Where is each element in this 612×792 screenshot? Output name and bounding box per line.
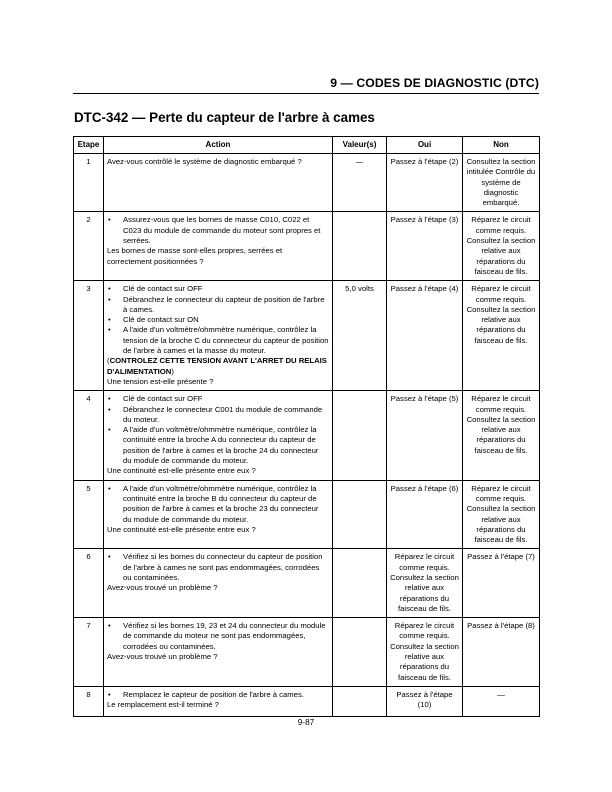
action-cell bbox=[104, 549, 333, 618]
yes-cell: Passez à l'étape (10) bbox=[387, 686, 463, 716]
value-cell bbox=[333, 480, 387, 549]
action-question: Une tension est-elle présente ? bbox=[107, 376, 214, 386]
bullet-text: Assurez-vous que les bornes de masse C010, C022 et C023 du module de commande du moteur sont propres et serrées. bbox=[123, 215, 321, 246]
table-header-row bbox=[74, 137, 540, 154]
action-bullet bbox=[107, 284, 329, 294]
bullet-glyph: • bbox=[108, 215, 111, 225]
bullet-glyph: • bbox=[108, 552, 111, 562]
yes-cell: Passez à l'étape (2) bbox=[387, 154, 463, 212]
table-row bbox=[74, 154, 540, 212]
bullet-text: Débranchez le connecteur du capteur de position de l'arbre à cames. bbox=[123, 294, 325, 314]
step-number: 6 bbox=[74, 549, 104, 618]
bullet-glyph: • bbox=[108, 689, 111, 699]
action-bullet bbox=[107, 215, 329, 246]
table-row bbox=[74, 281, 540, 391]
bullet-text: A l'aide d'un voltmètre/ohmmètre numérique, contrôlez la continuité entre la broche B du connecteur du capteur de position de l'arbre à cames et la broche 23 du connecteur du module de commande du moteur. bbox=[123, 483, 319, 524]
bullet-text: Clé de contact sur OFF bbox=[123, 284, 203, 294]
bullet-text: A l'aide d'un voltmètre/ohmmètre numérique, contrôlez la tension de la broche C du connecteur du capteur de position de l'arbre à cames et la masse du moteur. bbox=[123, 325, 329, 356]
no-cell: Passez à l'étape (7) bbox=[463, 549, 540, 618]
yes-cell: Passez à l'étape (4) bbox=[387, 281, 463, 391]
action-cell bbox=[104, 281, 333, 391]
table-row bbox=[74, 480, 540, 549]
yes-cell: Réparez le circuit comme requis. Consultez la section relative aux réparations du faisceau de fils. bbox=[387, 549, 463, 618]
header-yes: Oui bbox=[387, 137, 463, 154]
header-no: Non bbox=[463, 137, 540, 154]
action-cell bbox=[104, 212, 333, 281]
paren-close: ) bbox=[171, 366, 174, 376]
step-number: 8 bbox=[74, 686, 104, 716]
action-question: Les bornes de masse sont-elles propres, serrées et correctement positionnées ? bbox=[107, 246, 283, 266]
action-bullet bbox=[107, 295, 329, 316]
bullet-text: Clé de contact sur OFF bbox=[123, 394, 203, 404]
action-cell bbox=[104, 480, 333, 549]
bullet-text: Vérifiez si les bornes du connecteur du capteur de position de l'arbre à cames ne sont pas endommagées, corrodées ou contaminées. bbox=[123, 552, 323, 582]
no-cell: Réparez le circuit comme requis. Consultez la section relative aux réparations du faisceau de fils. bbox=[463, 281, 540, 391]
table-row bbox=[74, 686, 540, 716]
value-cell bbox=[333, 391, 387, 480]
bullet-text: Vérifiez si les bornes 19, 23 et 24 du connecteur du module de commande du moteur ne sont pas endommagées, corrodées ou contaminées. bbox=[123, 621, 326, 651]
header-step: Etape bbox=[74, 137, 104, 154]
step-number: 5 bbox=[74, 480, 104, 549]
table-row bbox=[74, 618, 540, 687]
paren-open: ( bbox=[107, 356, 110, 366]
step-number: 2 bbox=[74, 212, 104, 281]
action-question: Une continuité est-elle présente entre eux ? bbox=[107, 524, 256, 534]
no-cell: Réparez le circuit comme requis. Consultez la section relative aux réparations du faisceau de fils. bbox=[463, 391, 540, 480]
table-row bbox=[74, 391, 540, 480]
bullet-text: A l'aide d'un voltmètre/ohmmètre numérique, contrôlez la continuité entre la broche A du connecteur du capteur de position de l'arbre à cames et la broche 24 du connecteur du module de commande du moteur. bbox=[123, 425, 319, 466]
table-row bbox=[74, 212, 540, 281]
no-cell: — bbox=[463, 686, 540, 716]
no-cell: Réparez le circuit comme requis. Consultez la section relative aux réparations du faisceau de fils. bbox=[463, 480, 540, 549]
action-question: Avez-vous trouvé un problème ? bbox=[107, 583, 218, 593]
action-bullet bbox=[107, 315, 329, 325]
no-cell: Passez à l'étape (8) bbox=[463, 618, 540, 687]
bullet-text: Débranchez le connecteur C001 du module de commande du moteur. bbox=[123, 404, 323, 424]
action-bullet bbox=[107, 425, 329, 466]
header-values: Valeur(s) bbox=[333, 137, 387, 154]
bullet-text: Remplacez le capteur de position de l'arbre à cames. bbox=[123, 689, 304, 699]
emphasis-note bbox=[107, 356, 329, 377]
diagnostic-table bbox=[73, 136, 540, 717]
action-cell bbox=[104, 154, 333, 212]
bullet-glyph: • bbox=[108, 483, 111, 493]
action-bullet bbox=[107, 484, 329, 525]
no-cell: Consultez la section intitulée Contrôle du système de diagnostic embarqué. bbox=[463, 154, 540, 212]
action-bullet bbox=[107, 405, 329, 426]
page-number: 9-87 bbox=[297, 717, 315, 727]
bullet-glyph: • bbox=[108, 404, 111, 414]
yes-cell: Passez à l'étape (6) bbox=[387, 480, 463, 549]
bullet-text: Clé de contact sur ON bbox=[123, 315, 199, 325]
value-cell: 5,0 volts bbox=[333, 281, 387, 391]
action-bullet bbox=[107, 690, 329, 700]
bullet-glyph: • bbox=[108, 315, 111, 325]
action-question: Avez-vous trouvé un problème ? bbox=[107, 652, 218, 662]
value-cell bbox=[333, 618, 387, 687]
action-question: Une continuité est-elle présente entre eux ? bbox=[107, 466, 256, 476]
action-cell bbox=[104, 618, 333, 687]
bullet-glyph: • bbox=[108, 621, 111, 631]
action-question: Le remplacement est-il terminé ? bbox=[107, 700, 219, 710]
yes-cell: Réparez le circuit comme requis. Consultez la section relative aux réparations du faisceau de fils. bbox=[387, 618, 463, 687]
action-bullet bbox=[107, 621, 329, 652]
value-cell: — bbox=[333, 154, 387, 212]
bullet-glyph: • bbox=[108, 425, 111, 435]
action-bullet bbox=[107, 394, 329, 404]
emphasis-text: CONTROLEZ CETTE TENSION AVANT L'ARRET DU RELAIS D'ALIMENTATION bbox=[107, 356, 327, 376]
bullet-glyph: • bbox=[108, 284, 111, 294]
action-bullet bbox=[107, 552, 329, 583]
dtc-title: DTC-342 — Perte du capteur de l'arbre à cames bbox=[74, 110, 375, 125]
table-row bbox=[74, 549, 540, 618]
step-number: 7 bbox=[74, 618, 104, 687]
value-cell bbox=[333, 686, 387, 716]
action-cell bbox=[104, 686, 333, 716]
header-action: Action bbox=[104, 137, 333, 154]
value-cell bbox=[333, 212, 387, 281]
action-bullet bbox=[107, 325, 329, 356]
step-number: 1 bbox=[74, 154, 104, 212]
value-cell bbox=[333, 549, 387, 618]
header-rule bbox=[73, 93, 539, 94]
no-cell: Réparez le circuit comme requis. Consultez la section relative aux réparations du faisceau de fils. bbox=[463, 212, 540, 281]
bullet-glyph: • bbox=[108, 294, 111, 304]
action-question: Avez-vous contrôlé le système de diagnostic embarqué ? bbox=[107, 157, 302, 166]
action-cell bbox=[104, 391, 333, 480]
step-number: 3 bbox=[74, 281, 104, 391]
yes-cell: Passez à l'étape (3) bbox=[387, 212, 463, 281]
step-number: 4 bbox=[74, 391, 104, 480]
chapter-title: 9 — CODES DE DIAGNOSTIC (DTC) bbox=[330, 76, 539, 90]
bullet-glyph: • bbox=[108, 325, 111, 335]
yes-cell: Passez à l'étape (5) bbox=[387, 391, 463, 480]
bullet-glyph: • bbox=[108, 394, 111, 404]
